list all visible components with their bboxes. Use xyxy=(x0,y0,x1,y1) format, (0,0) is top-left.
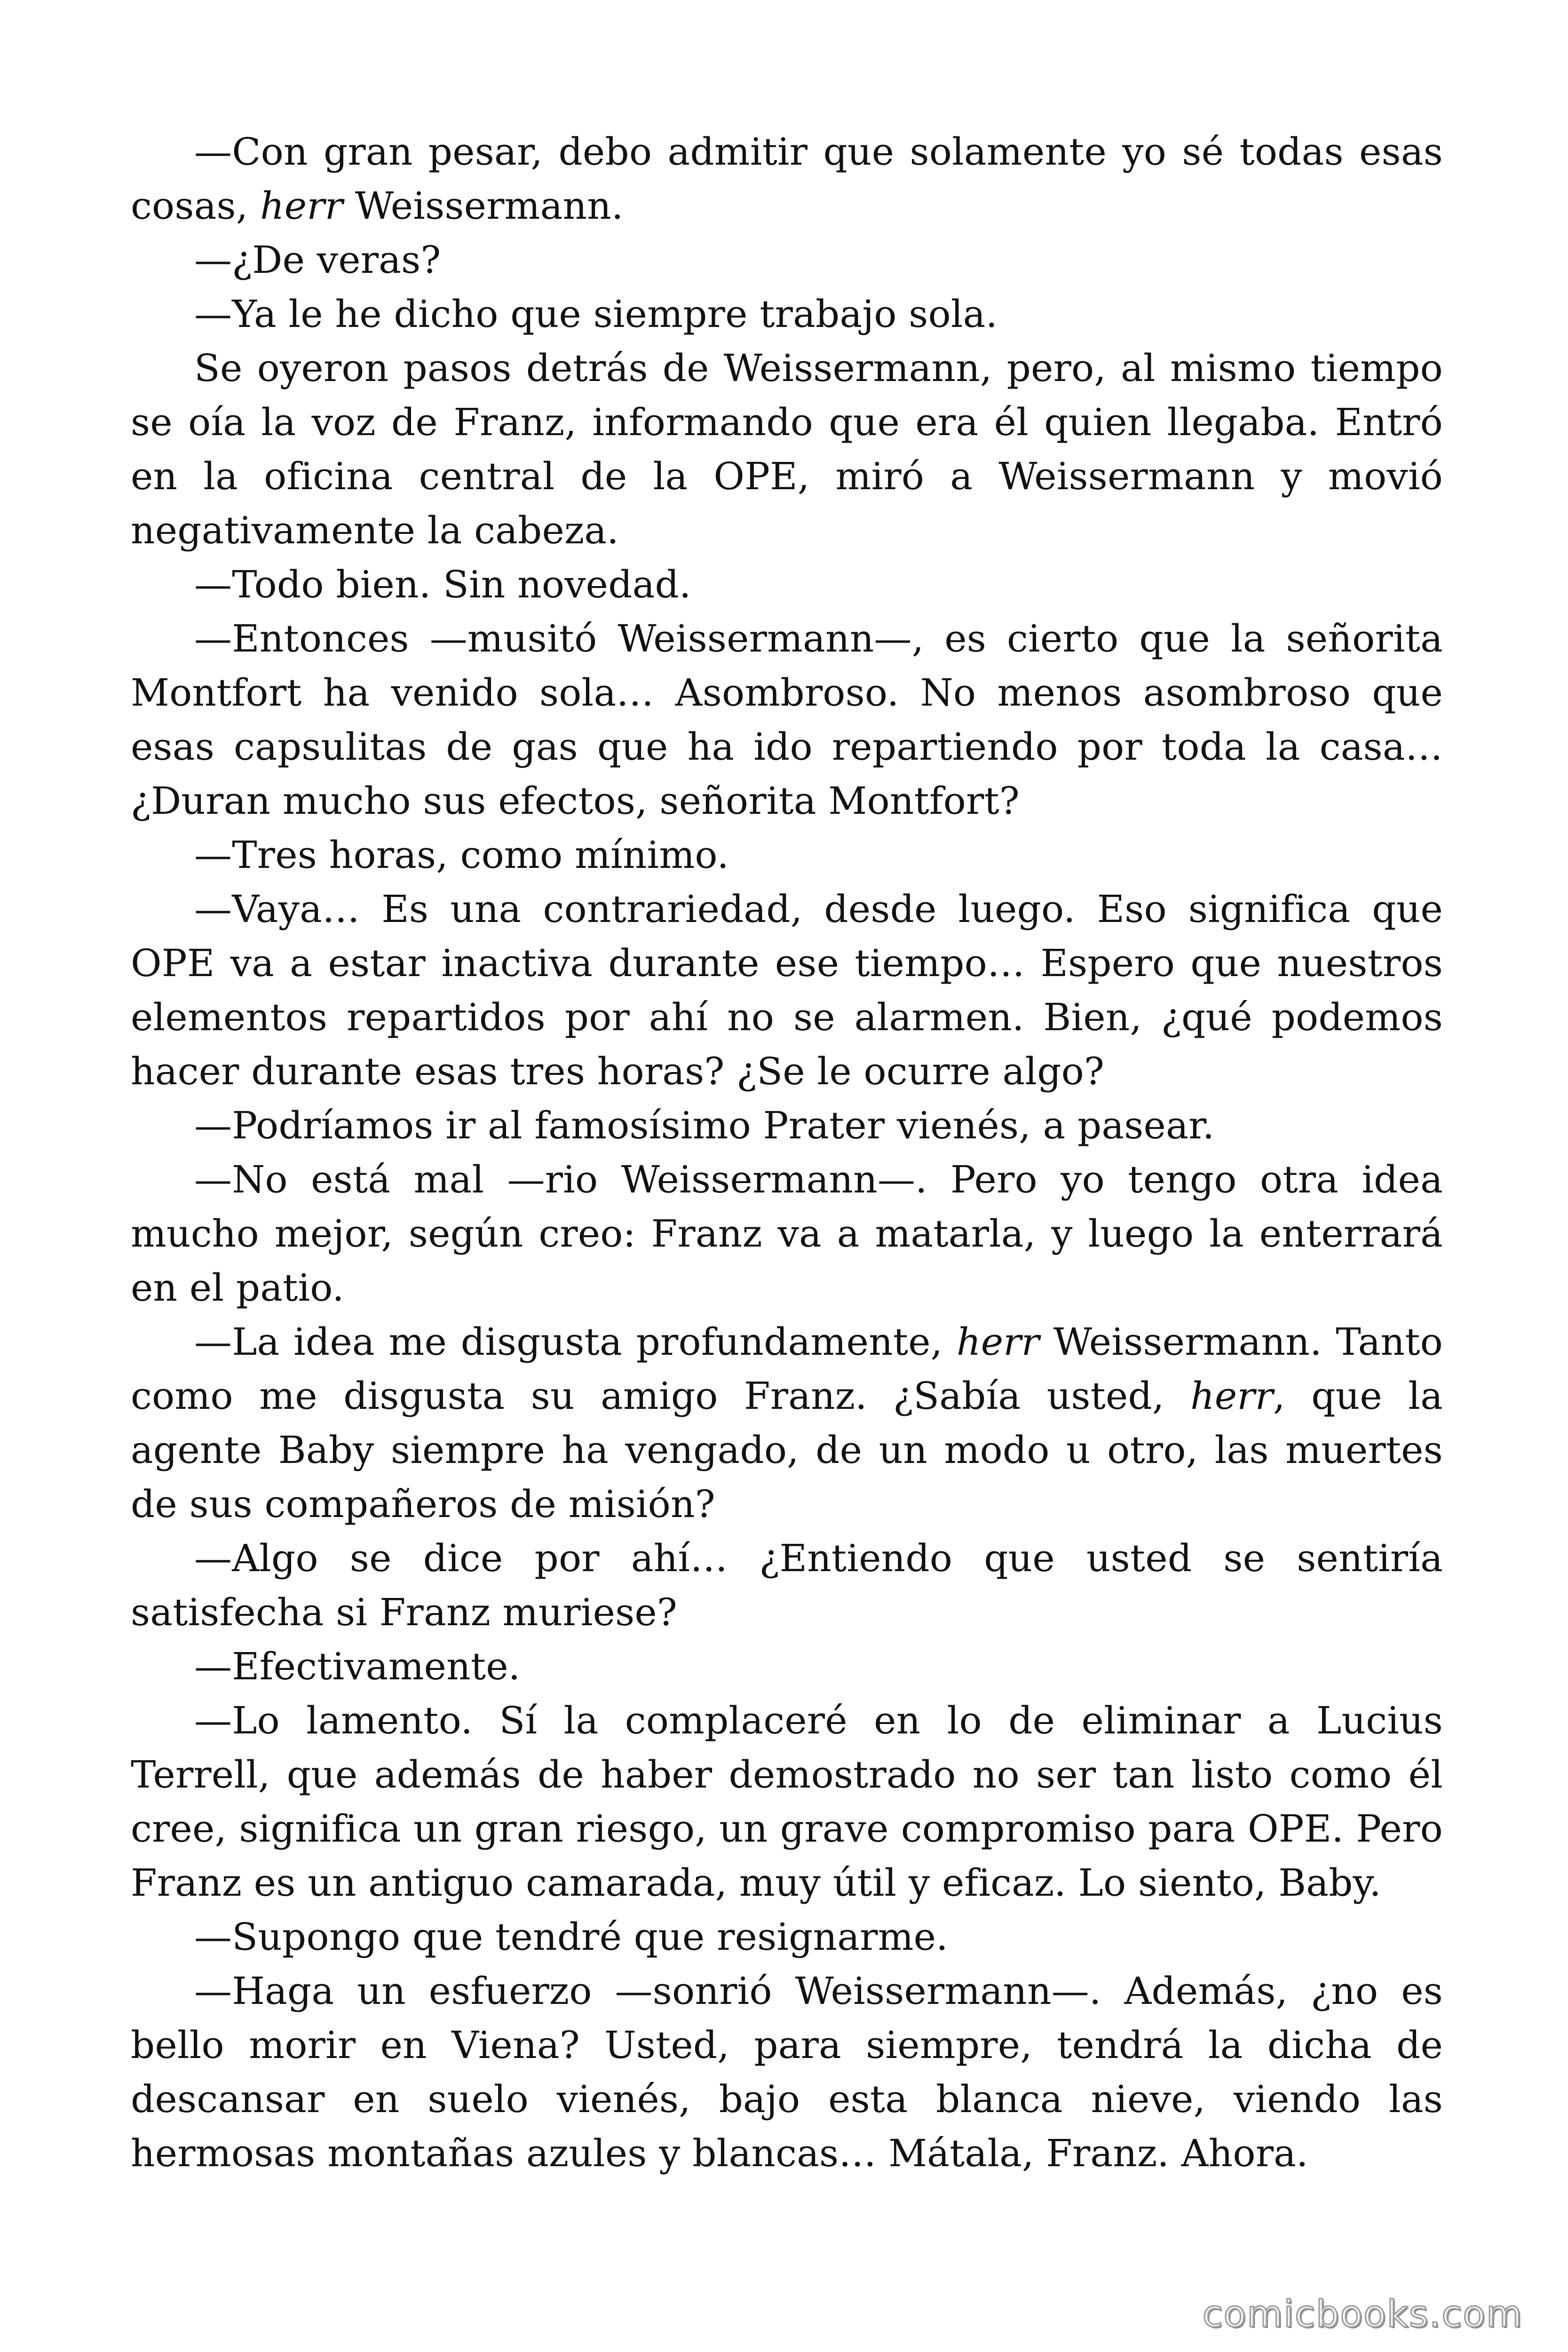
paragraph xyxy=(131,1098,1443,1152)
text-run: —¿De veras? xyxy=(194,238,441,282)
page-body-text xyxy=(131,125,1443,2180)
text-run: —Lo lamento. Sí la complaceré en lo de eliminar a Lucius Terrell, que además de haber demostrado no ser tan listo como él cree, significa un gran riesgo, un grave compromiso para OPE. Pero Franz es un antiguo camarada, muy útil y eficaz. Lo siento, Baby. xyxy=(131,1699,1443,1905)
text-run: —Entonces —musitó Weissermann—, es cierto que la señorita Montfort ha venido sola… Asombroso. No menos asombroso que esas capsulitas de gas que ha ido repartiendo por toda la casa… ¿Duran mucho sus efectos, señorita Montfort? xyxy=(131,617,1443,823)
paragraph xyxy=(131,341,1443,557)
text-run: , que la agente Baby siempre ha vengado, de un modo u otro, las muertes de sus compañeros de misión? xyxy=(131,1374,1443,1526)
paragraph xyxy=(131,1693,1443,1910)
paragraph xyxy=(131,287,1443,341)
text-run: —La idea me disgusta profundamente, xyxy=(194,1320,957,1364)
paragraph xyxy=(131,1964,1443,2180)
paragraph xyxy=(131,557,1443,612)
text-run: —Con gran pesar, debo admitir que solamente yo sé todas esas cosas, xyxy=(131,130,1443,228)
paragraph xyxy=(131,1152,1443,1315)
paragraph xyxy=(131,1315,1443,1531)
text-run: —Supongo que tendré que resignarme. xyxy=(194,1915,948,1959)
text-run: —Todo bien. Sin novedad. xyxy=(194,563,691,606)
italic-term: herr xyxy=(260,184,343,228)
text-run: —Ya le he dicho que siempre trabajo sola. xyxy=(194,292,998,336)
text-run: —Tres horas, como mínimo. xyxy=(194,833,729,877)
paragraph xyxy=(131,233,1443,287)
paragraph xyxy=(131,828,1443,882)
italic-term: herr xyxy=(1190,1374,1274,1418)
paragraph xyxy=(131,1910,1443,1964)
text-run: —Algo se dice por ahí… ¿Entiendo que usted se sentiría satisfecha si Franz muriese? xyxy=(131,1536,1443,1634)
italic-term: herr xyxy=(956,1320,1040,1364)
paragraph xyxy=(131,1531,1443,1639)
site-watermark: comicbooks.com xyxy=(1202,2293,1523,2336)
text-run: —Efectivamente. xyxy=(194,1645,521,1688)
paragraph xyxy=(131,1639,1443,1693)
paragraph xyxy=(131,612,1443,828)
text-run: Weissermann. xyxy=(343,184,624,228)
text-run: —Vaya… Es una contrariedad, desde luego. Eso significa que OPE va a estar inactiva durante ese tiempo… Espero que nuestros elementos repartidos por ahí no se alarmen. Bien, ¿qué podemos hacer durante esas tres horas? ¿Se le ocurre algo? xyxy=(131,887,1443,1093)
text-run: —No está mal —rio Weissermann—. Pero yo tengo otra idea mucho mejor, según creo: Franz va a matarla, y luego la enterrará en el patio. xyxy=(131,1158,1443,1310)
text-run: —Haga un esfuerzo —sonrió Weissermann—. Además, ¿no es bello morir en Viena? Usted, para siempre, tendrá la dicha de descansar en suelo vienés, bajo esta blanca nieve, viendo las hermosas montañas azules y blancas… Mátala, Franz. Ahora. xyxy=(131,1969,1443,2175)
text-run: Se oyeron pasos detrás de Weissermann, pero, al mismo tiempo se oía la voz de Franz, informando que era él quien llegaba. Entró en la oficina central de la OPE, miró a Weissermann y movió negativamente la cabeza. xyxy=(131,346,1443,552)
paragraph xyxy=(131,125,1443,233)
text-run: —Podríamos ir al famosísimo Prater vienés, a pasear. xyxy=(194,1104,1215,1147)
text-run: Weissermann. Tanto como me disgusta su amigo Franz. ¿Sabía usted, xyxy=(131,1320,1443,1418)
paragraph xyxy=(131,882,1443,1098)
